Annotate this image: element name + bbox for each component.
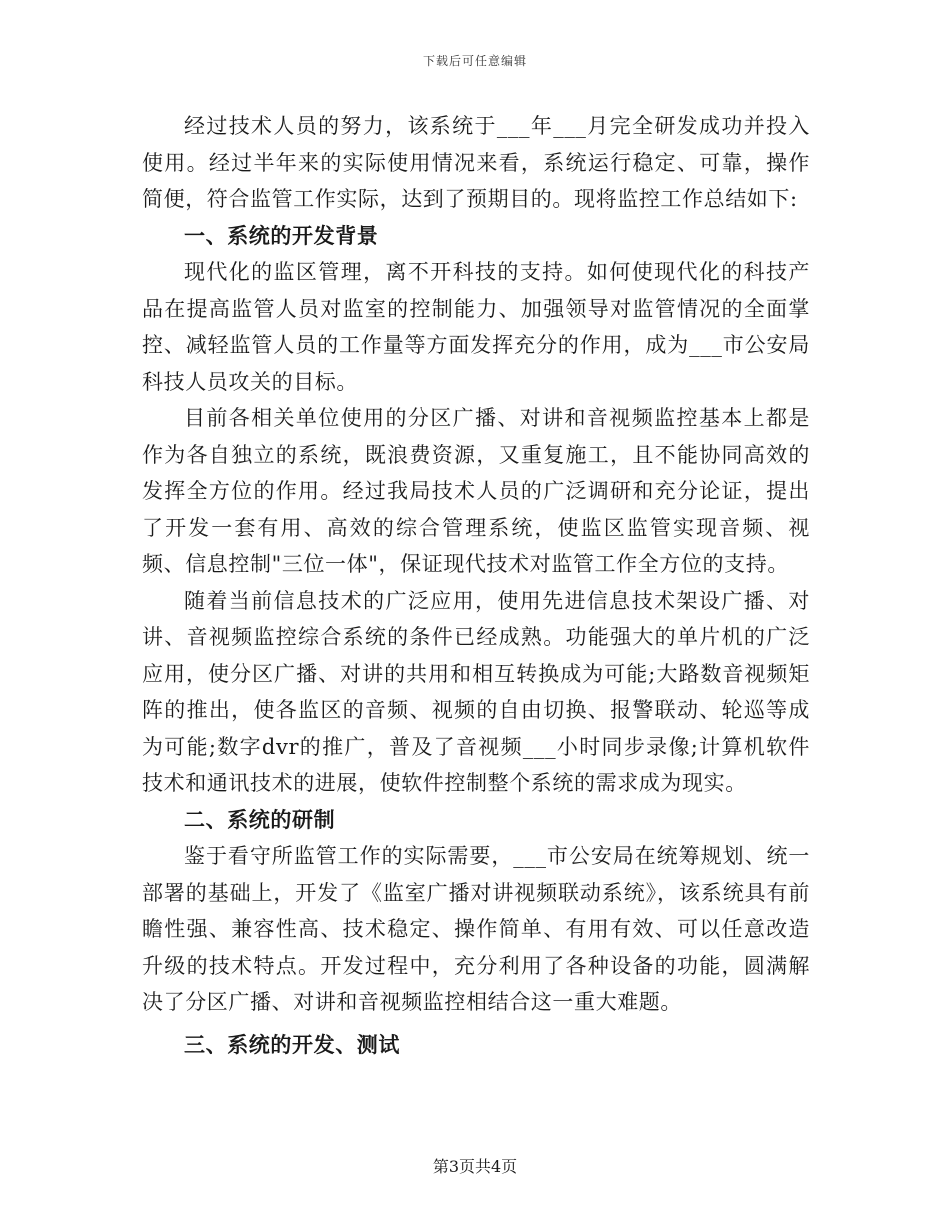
section-1-paragraph-3: 随着当前信息技术的广泛应用，使用先进信息技术架设广播、对讲、音视频监控综合系统的条件已经成熟。功能强大的单片机的广泛应用，使分区广播、对讲的共用和相互转换成为可能;大路数音视频矩阵的推出，使各监区的音频、视频的自由切换、报警联动、轮巡等成为可能;数字dvr的推广，普及了音视频___小时同步录像;计算机软件技术和通讯技术的进展，使软件控制整个系统的需求成为现实。 — [142, 588, 810, 795]
section-2-heading: 二、系统的研制 — [184, 806, 336, 832]
section-1-paragraph-2: 目前各相关单位使用的分区广播、对讲和音视频监控基本上都是作为各自独立的系统，既浪费资源，又重复施工，且不能协同高效的发挥全方位的作用。经过我局技术人员的广泛调研和充分论证，提出了开发一套有用、高效的综合管理系统，使监区监管实现音频、视频、信息控制"三位一体"，保证现代技术对监管工作全方位的支持。 — [142, 406, 810, 576]
section-3-heading: 三、系统的开发、测试 — [184, 1031, 400, 1057]
page-header: 下载后可任意编辑 — [422, 54, 527, 68]
section-2-paragraph-1: 鉴于看守所监管工作的实际需要，___市公安局在统筹规划、统一部署的基础上，开发了《监室广播对讲视频联动系统》，该系统具有前瞻性强、兼容性高、技术稳定、操作简单、有用有效、可以任意改造升级的技术特点。开发过程中，充分利用了各种设备的功能，圆满解决了分区广播、对讲和音视频监控相结合这一重大难题。 — [142, 844, 810, 1014]
section-1-paragraph-1: 现代化的监区管理，离不开科技的支持。如何使现代化的科技产品在提高监管人员对监室的控制能力、加强领导对监管情况的全面掌控、减轻监管人员的工作量等方面发挥充分的作用，成为___市公安局科技人员攻关的目标。 — [142, 260, 810, 394]
intro-paragraph: 经过技术人员的努力，该系统于___年___月完全研发成功并投入使用。经过半年来的实际使用情况来看，系统运行稳定、可靠，操作简便，符合监管工作实际，达到了预期目的。现将监控工作总结如下: — [142, 114, 810, 211]
document-body — [142, 108, 810, 1063]
section-1-heading: 一、系统的开发背景 — [184, 222, 379, 248]
page-number: 第3页共4页 — [432, 1157, 518, 1176]
